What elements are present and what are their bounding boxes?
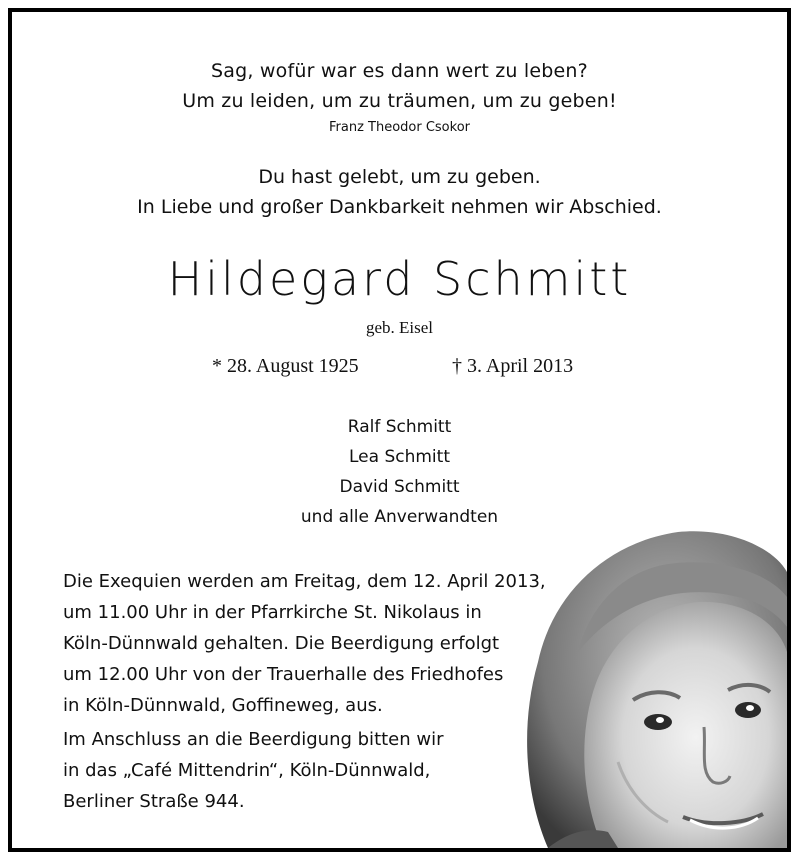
mourner-name: Ralf Schmitt (347, 417, 452, 437)
mourner-name: und alle Anverwandten (300, 507, 499, 527)
reception-details (63, 724, 444, 817)
tribute-line: In Liebe und großer Dankbarkeit nehmen wir Abschied. (137, 196, 662, 218)
mourner-name: Lea Schmitt (349, 447, 450, 467)
reception-line: in das „Café Mittendrin“, Köln-Dünnwald, (63, 760, 431, 781)
service-line: um 12.00 Uhr von der Trauerhalle des Friedhofes (63, 664, 504, 685)
birth-name: geb. Eisel (365, 318, 434, 337)
deceased-name: Hildegard Schmitt (167, 252, 632, 306)
obituary-notice (8, 8, 791, 852)
quote-block (12, 56, 787, 116)
service-line: um 11.00 Uhr in der Pfarrkirche St. Nikolaus in (63, 602, 482, 623)
death-date: † 3. April 2013 (452, 355, 574, 377)
portrait-photo (508, 502, 787, 848)
quote-line: Um zu leiden, um zu träumen, um zu geben! (182, 90, 617, 112)
mourner-name: David Schmitt (339, 477, 460, 497)
reception-line: Berliner Straße 944. (63, 791, 245, 812)
quote-author: Franz Theodor Csokor (328, 120, 471, 135)
service-line: in Köln-Dünnwald, Goffineweg, aus. (63, 695, 383, 716)
birth-date: * 28. August 1925 (212, 355, 359, 377)
tribute-block (12, 162, 787, 222)
service-line: Die Exequien werden am Freitag, dem 12. April 2013, (63, 571, 546, 592)
quote-line: Sag, wofür war es dann wert zu leben? (211, 60, 588, 82)
reception-line: Im Anschluss an die Beerdigung bitten wir (63, 729, 444, 750)
service-line: Köln-Dünnwald gehalten. Die Beerdigung erfolgt (63, 633, 500, 654)
tribute-line: Du hast gelebt, um zu geben. (258, 166, 541, 188)
service-details (63, 566, 546, 721)
